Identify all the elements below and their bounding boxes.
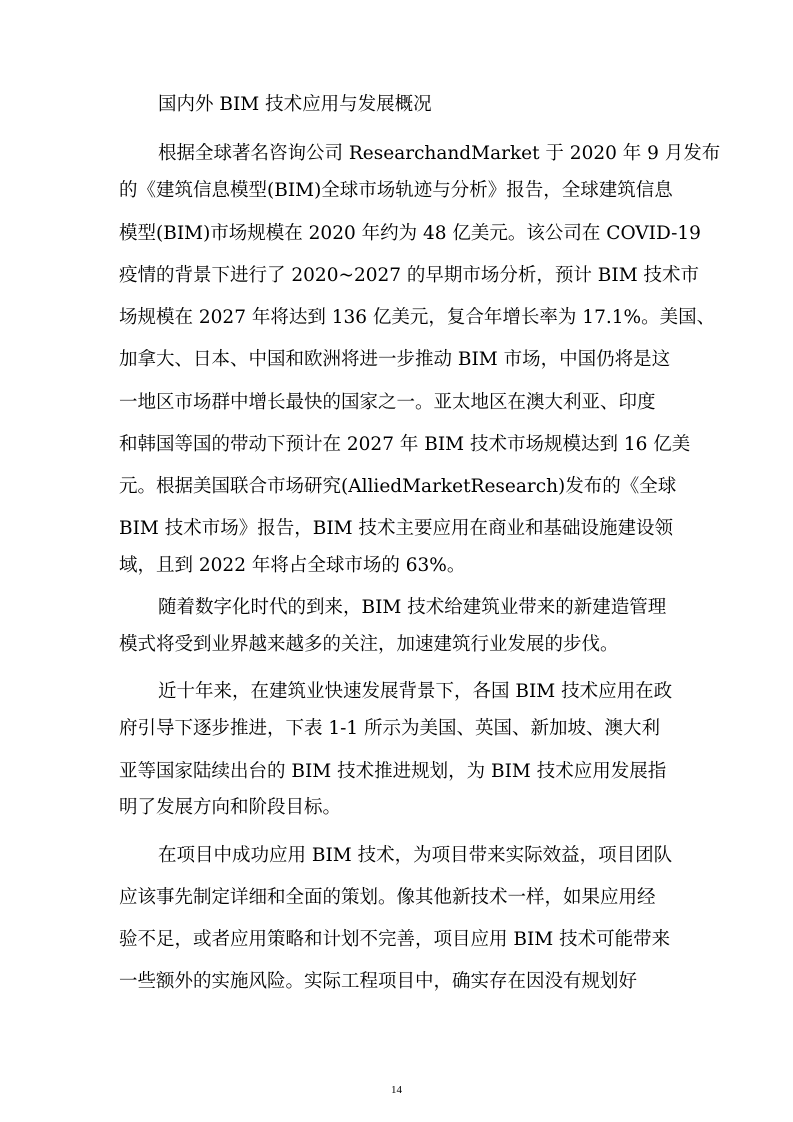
paragraph-3-line-4: 明了发展方向和阶段目标。	[119, 797, 342, 818]
paragraph-1-line-6: 加拿大、日本、中国和欧洲将进一步推动 BIM 市场，中国仍将是这	[119, 349, 671, 370]
paragraph-2-line-1: 随着数字化时代的到来，BIM 技术给建筑业带来的新建造管理	[158, 597, 667, 618]
paragraph-4-line-2: 应该事先制定详细和全面的策划。像其他新技术一样，如果应用经	[119, 887, 656, 908]
paragraph-1-line-8: 和韩国等国的带动下预计在 2027 年 BIM 技术市场规模达到 16 亿美	[119, 434, 691, 455]
paragraph-1-line-9: 元。根据美国联合市场研究(AlliedMarketResearch)发布的《全球	[119, 476, 677, 497]
paragraph-4-line-3: 验不足，或者应用策略和计划不完善，项目应用 BIM 技术可能带来	[119, 929, 671, 950]
paragraph-1-line-11: 域，且到 2022 年将占全球市场的 63%。	[119, 555, 466, 576]
paragraph-1-line-2: 的《建筑信息模型(BIM)全球市场轨迹与分析》报告，全球建筑信息	[119, 180, 673, 201]
paragraph-1-line-5: 场规模在 2027 年将达到 136 亿美元，复合年增长率为 17.1%。美国、	[119, 307, 716, 328]
paragraph-1-line-1: 根据全球著名咨询公司 ResearchandMarket 于 2020 年 9 月发布	[158, 143, 721, 164]
paragraph-1-line-4: 疫情的背景下进行了 2020~2027 的早期市场分析，预计 BIM 技术市	[119, 265, 700, 286]
paragraph-4-line-4: 一些额外的实施风险。实际工程项目中，确实存在因没有规划好	[119, 971, 638, 992]
paragraph-4-line-1: 在项目中成功应用 BIM 技术，为项目带来实际效益，项目团队	[158, 845, 673, 866]
paragraph-3-line-2: 府引导下逐步推进，下表 1-1 所示为美国、英国、新加坡、澳大利	[119, 718, 661, 739]
paragraph-2-line-2: 模式将受到业界越来越多的关注，加速建筑行业发展的步伐。	[119, 634, 619, 655]
paragraph-3-line-1: 近十年来，在建筑业快速发展背景下，各国 BIM 技术应用在政	[158, 681, 673, 702]
paragraph-3-line-3: 亚等国家陆续出台的 BIM 技术推进规划，为 BIM 技术应用发展指	[119, 761, 667, 782]
page-number: 14	[391, 1084, 402, 1096]
paragraph-1-line-7: 一地区市场群中增长最快的国家之一。亚太地区在澳大利亚、印度	[119, 392, 656, 413]
paragraph-1-line-3: 模型(BIM)市场规模在 2020 年约为 48 亿美元。该公司在 COVID-19	[119, 223, 701, 244]
paragraph-1-line-10: BIM 技术市场》报告，BIM 技术主要应用在商业和基础设施建设领	[119, 518, 673, 539]
section-heading: 国内外 BIM 技术应用与发展概况	[158, 94, 432, 115]
